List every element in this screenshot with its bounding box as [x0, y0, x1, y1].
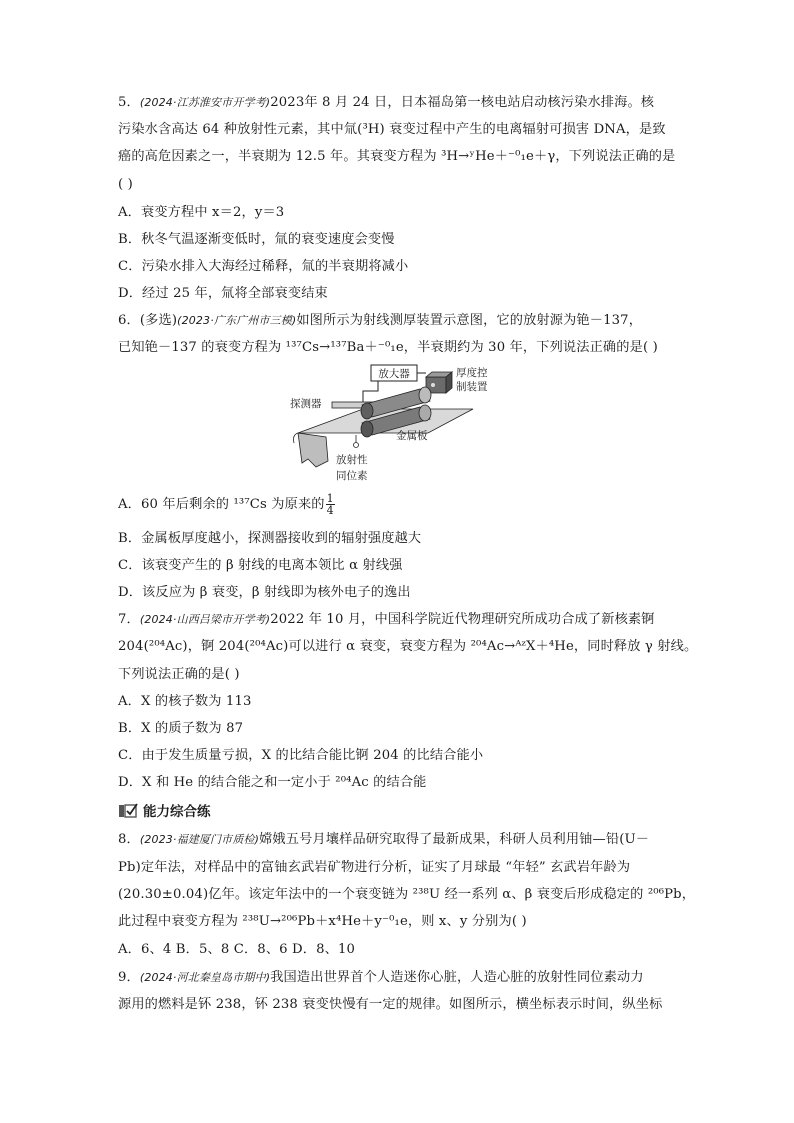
q9-line-2: 源用的燃料是钚 238，钚 238 衰变快慢有一定的规律。如图所示，横坐标表示时间，纵坐标 — [118, 997, 663, 1012]
detector-label: 探测器 — [290, 398, 322, 410]
q7-option-b: B．X 的质子数为 87 — [118, 721, 244, 736]
q8-line-2: Pb)定年法，对样品中的富铀玄武岩矿物进行分析，证实了月球最 “年轻” 玄武岩年龄为 — [118, 860, 631, 875]
q7-line-1: 7．(2024·山西吕梁市开学考)2022 年 10 月，中国科学院近代物理研究所成功合成了新核素锕 — [118, 612, 655, 627]
q6-option-d: D．该反应为 β 衰变，β 射线即为核外电子的逸出 — [118, 585, 411, 600]
q6-multi-tag: (多选) — [139, 313, 178, 328]
q6-option-a: A．60 年后剩余的 ¹³⁷Cs 为原来的 $\frac{1}{4}$ — [118, 492, 334, 517]
q6-option-c: C．该衰变产生的 β 射线的电离本领比 α 射线强 — [118, 558, 403, 573]
isotope-label-1: 放射性 — [336, 454, 368, 466]
thickness-control-label-1: 厚度控 — [456, 367, 488, 379]
q5-option-b: B．秋冬气温逐渐变低时，氚的衰变速度会变慢 — [118, 232, 395, 247]
q8-line-3: (20.30±0.04)亿年。该定年法中的一个衰变链为 ²³⁸U 经一系列 α、β 衰变后形成稳定的 ²⁰⁶Pb， — [118, 887, 696, 902]
q8-number: 8． — [118, 832, 140, 847]
q9-number: 9． — [118, 970, 140, 985]
q7-option-a: A．X 的核子数为 113 — [118, 694, 252, 709]
fraction-one-quarter: $\frac{1}{4}$ — [326, 492, 334, 517]
q6-option-b: B．金属板厚度越小，探测器接收到的辐射强度越大 — [118, 531, 422, 546]
q5-option-d: D．经过 25 年，氚将全部衰变结束 — [118, 286, 328, 301]
q9-line-1: 9．(2024·河北秦皇岛市期中)我国造出世界首个人造迷你心脏，人造心脏的放射性同位素动力 — [118, 970, 644, 985]
section-title: 能力综合练 — [143, 804, 211, 820]
q7-number: 7． — [118, 612, 140, 627]
metal-plate-label: 金属板 — [396, 430, 428, 442]
q6-line-1: 6．(多选)(2023·广东广州市三模)如图所示为射线测厚装置示意图，它的放射源为铯－137， — [118, 313, 643, 328]
q8-source: (2023·福建厦门市质检) — [139, 833, 260, 846]
q5-option-a: A．衰变方程中 x＝2，y＝3 — [118, 205, 285, 220]
q8-line-4: 此过程中衰变方程为 ²³⁸U→²⁰⁶Pb＋x⁴He＋y⁻⁰₁e，则 x、y 分别为( ) — [118, 914, 527, 929]
q7-source: (2024·山西吕梁市开学考) — [139, 613, 271, 626]
section-heading — [118, 800, 211, 820]
detector-wire — [363, 381, 378, 403]
q6-source: (2023·广东广州市三模) — [177, 314, 297, 327]
q5-source: (2024·江苏淮安市开学考) — [139, 96, 271, 109]
q5-decay-equation: ³H→ʸHe＋⁻⁰₁e＋γ，下列说法正确的是 — [441, 149, 676, 164]
q7-line-3: 下列说法正确的是( ) — [118, 667, 240, 682]
q5-line-2: 污染水含高达 64 种放射性元素，其中氚(³H) 衰变过程中产生的电离辐射可损害 DNA，是致 — [118, 122, 666, 137]
thickness-gauge-figure — [288, 363, 493, 485]
q6-number: 6． — [118, 313, 140, 328]
checkbox-check-icon — [118, 802, 138, 819]
radioactive-source — [354, 443, 359, 448]
q7-option-c: C．由于发生质量亏损，X 的比结合能比锕 204 的比结合能小 — [118, 748, 484, 763]
amplifier-label: 放大器 — [378, 368, 410, 380]
q7-option-d: D．X 和 He 的结合能之和一定小于 ²⁰⁴Ac 的结合能 — [118, 775, 427, 790]
q5-answer-blank: ( ) — [118, 177, 133, 192]
thickness-control-label-2: 制装置 — [456, 381, 488, 393]
q9-source: (2024·河北秦皇岛市期中) — [139, 971, 271, 984]
q6-line-2: 已知铯－137 的衰变方程为 ¹³⁷Cs→¹³⁷Ba＋⁻⁰₁e，半衰期约为 30 年，下列说法正确的是( ) — [118, 340, 658, 355]
q5-line-3: 癌的高危因素之一，半衰期为 12.5 年。其衰变方程为 ³H→ʸHe＋⁻⁰₁e＋γ，下列说法正确的是 — [118, 149, 676, 164]
q5-number: 5． — [118, 95, 140, 110]
isotope-label-2: 同位素 — [336, 470, 368, 482]
q7-line-2: 204(²⁰⁴Ac)，锕 204(²⁰⁴Ac)可以进行 α 衰变，衰变方程为 ²⁰⁴Ac→ᴬᶻX＋⁴He，同时释放 γ 射线。 — [118, 639, 698, 654]
q8-line-1: 8．(2023·福建厦门市质检)嫦娥五号月壤样品研究取得了最新成果，科研人员利用铀—铅(U－ — [118, 832, 650, 847]
q5-option-c: C．污染水排入大海经过稀释，氚的半衰期将减小 — [118, 259, 409, 274]
q8-options: A．6、4 B．5、8 C．8、6 D．8、10 — [118, 942, 356, 957]
q5-line-1: 5．(2024·江苏淮安市开学考)2023年 8 月 24 日，日本福岛第一核电站启动核污染水排海。核 — [118, 95, 655, 110]
